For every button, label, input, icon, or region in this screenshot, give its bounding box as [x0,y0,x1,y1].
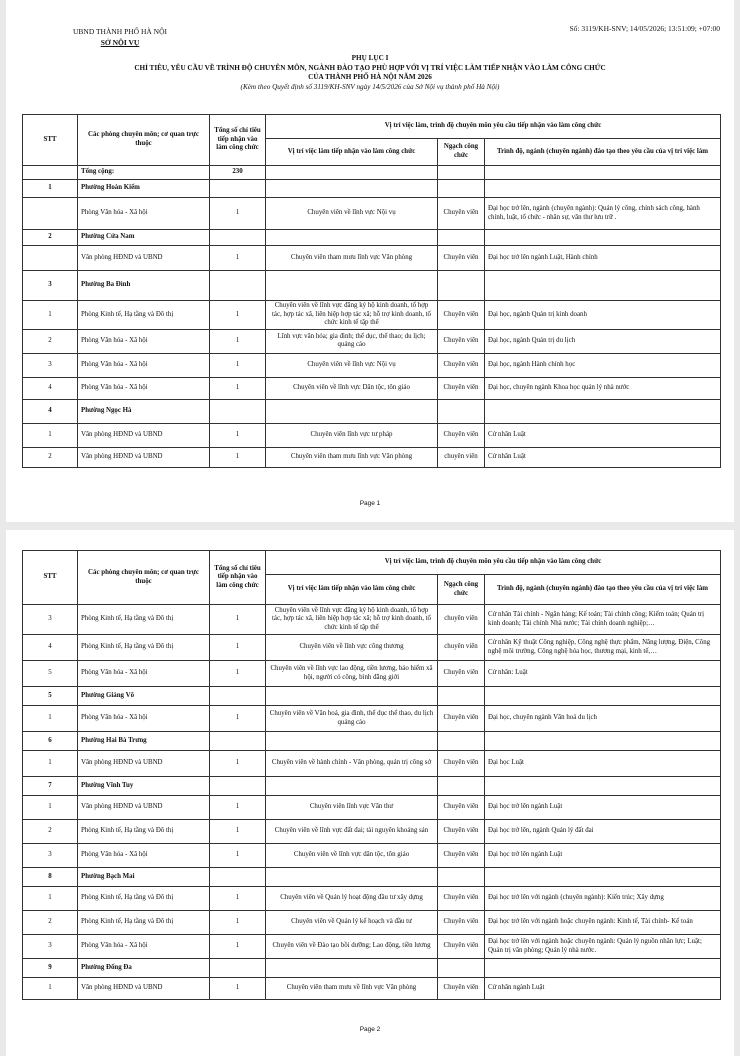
empty-cell [438,959,485,978]
department-cell: Phòng Văn hóa - Xã hội [78,198,210,230]
table-row [23,935,721,959]
department-cell: Phòng Kinh tế, Hạ tầng và Đô thị [78,635,210,661]
ward-number: 1 [23,180,78,198]
rank-cell: Chuyên viên [438,301,485,330]
document-reference: Số: 3119/KH-SNV; 14/05/2026; 13:51:09; +07:00 [569,24,720,33]
header-position: Vị trí việc làm tiếp nhận vào làm công chức [266,139,438,166]
header-position: Vị trí việc làm tiếp nhận vào làm công chức [266,575,438,605]
empty-cell [485,777,721,796]
row-number [23,198,78,230]
rank-cell: chuyên viên [438,605,485,635]
row-number: 2 [23,447,78,467]
appendix-title: PHỤ LỤC I [351,54,389,62]
rank-cell: Chuyên viên [438,935,485,959]
qualification-cell: Đại học trở lên với ngành (chuyên ngành): Kiến trúc; Xây dựng [485,887,721,911]
empty-cell [485,732,721,751]
department-cell: Phòng Kinh tế, Hạ tầng và Đô thị [78,605,210,635]
header-rank: Ngạch công chức [438,575,485,605]
empty-cell [438,399,485,423]
row-number: 1 [23,796,78,820]
quota-cell: 1 [210,377,266,399]
ward-row [23,230,721,246]
table-row [23,198,721,230]
row-number: 1 [23,706,78,732]
row-number: 1 [23,423,78,447]
rank-cell: Chuyên viên [438,377,485,399]
quota-cell: 1 [210,661,266,687]
qualification-cell: Đại học trở lên, ngành (chuyên ngành): Quản lý công, chính sách công, hành chính, luật, tổ chức - nhân sự, văn thư lưu trữ . [485,198,721,230]
department-cell: Văn phòng HĐND và UBND [78,796,210,820]
quota-cell: 1 [210,423,266,447]
total-label: Tổng cộng: [78,166,210,180]
org-department: SỞ NỘI VỤ [100,38,140,47]
total-row [23,166,721,180]
empty-cell [210,271,266,301]
row-number: 4 [23,377,78,399]
empty-cell [438,868,485,887]
quota-cell: 1 [210,447,266,467]
quota-cell: 1 [210,796,266,820]
ward-number: 4 [23,399,78,423]
ward-number: 2 [23,230,78,246]
ward-row [23,180,721,198]
department-cell: Phòng Văn hóa - Xã hội [78,661,210,687]
row-number: 4 [23,635,78,661]
empty-cell [266,230,438,246]
table-row [23,301,721,330]
header-rank: Ngạch công chức [438,139,485,166]
empty-cell [485,180,721,198]
document-page-2 [6,530,734,1056]
ward-row [23,399,721,423]
qualification-cell: Cử nhân ngành Luật [485,978,721,1000]
ward-name: Phường Vĩnh Tuy [78,777,210,796]
department-cell: Văn phòng HĐND và UBND [78,447,210,467]
qualification-cell: Đại học trở lên ngành Luật [485,796,721,820]
table-row [23,447,721,467]
row-number: 5 [23,661,78,687]
position-cell: Chuyên viên về Đào tạo bồi dưỡng; Lao động, tiền lương [266,935,438,959]
recruitment-table-page-1 [22,114,721,468]
quota-cell: 1 [210,605,266,635]
quota-cell: 1 [210,844,266,868]
header-stt: STT [23,115,78,166]
department-cell: Phòng Kinh tế, Hạ tầng và Đô thị [78,911,210,935]
page-number: Page 1 [359,500,381,507]
rank-cell: Chuyên viên [438,796,485,820]
table-row [23,844,721,868]
position-cell: Chuyên viên về lĩnh vực Nội vụ [266,198,438,230]
ward-name: Phường Hoàn Kiếm [78,180,210,198]
rank-cell: Chuyên viên [438,706,485,732]
position-cell: Chuyên viên về Văn hoá, gia đình, thể dục thể thao, du lịch quảng cáo [266,706,438,732]
quota-cell: 1 [210,935,266,959]
qualification-cell: Đại học Luật [485,751,721,777]
ward-row [23,777,721,796]
position-cell: Chuyên viên về lĩnh vực đất đai; tài nguyên khoáng sản [266,820,438,844]
position-cell: Chuyên viên lĩnh vực tư pháp [266,423,438,447]
ward-row [23,687,721,706]
table-row [23,978,721,1000]
page-number: Page 2 [359,1026,381,1033]
position-cell: Lĩnh vực văn hóa; gia đình; thể dục, thể thao; du lịch; quảng cáo [266,329,438,353]
quota-cell: 1 [210,635,266,661]
issuing-org [60,26,180,48]
table-row [23,751,721,777]
department-cell: Phòng Văn hóa - Xã hội [78,844,210,868]
header-group: Vị trí việc làm, trình độ chuyên môn yêu cầu tiếp nhận vào làm công chức [266,551,721,575]
department-cell: Phòng Kinh tế, Hạ tầng và Đô thị [78,820,210,844]
ward-row [23,732,721,751]
empty-cell [485,868,721,887]
document-page-1 [6,0,734,522]
department-cell: Phòng Văn hóa - Xã hội [78,353,210,377]
rank-cell: Chuyên viên [438,978,485,1000]
empty-cell [210,732,266,751]
qualification-cell: Đại học, ngành Quản trị kinh doanh [485,301,721,330]
department-cell: Phòng Kinh tế, Hạ tầng và Đô thị [78,301,210,330]
qualification-cell: Đại học, chuyên ngành Khoa học quản lý nhà nước [485,377,721,399]
qualification-cell: Đại học, ngành Quản trị du lịch [485,329,721,353]
empty-cell [266,180,438,198]
table-row [23,661,721,687]
table-row [23,377,721,399]
position-cell: Chuyên viên về lĩnh vực đăng ký hộ kinh doanh, tổ hợp tác, hợp tác xã, liên hiệp hợp tác xã; hỗ trợ kinh doanh, tổ chức kinh tế tập thể [266,301,438,330]
qualification-cell: Cử nhân Tài chính - Ngân hàng; Kế toán; Tài chính công; Kiểm toán; Quản trị kinh doanh; Tài chính Nhà nước; Tài chính doanh nghiệp;… [485,605,721,635]
title-note: (Kèm theo Quyết định số 3119/KH-SNV ngày 14/5/2026 của Sở Nội vụ thành phố Hà Nội) [240,82,500,91]
header-stt: STT [23,551,78,605]
empty-cell [438,230,485,246]
department-cell: Văn phòng HĐND và UBND [78,978,210,1000]
position-cell: Chuyên viên tham mưu về lĩnh vực Văn phòng [266,978,438,1000]
empty-cell [438,180,485,198]
empty-cell [266,732,438,751]
ward-number: 7 [23,777,78,796]
position-cell: Chuyên viên về lĩnh vực dân tộc, tôn giáo [266,844,438,868]
empty-cell [210,868,266,887]
department-cell: Phòng Kinh tế, Hạ tầng và Đô thị [78,887,210,911]
ward-name: Phường Đống Đa [78,959,210,978]
table-row [23,635,721,661]
rank-cell: chuyên viên [438,447,485,467]
table-row [23,796,721,820]
table-row [23,353,721,377]
empty-cell [210,180,266,198]
row-number: 3 [23,935,78,959]
empty-cell [438,271,485,301]
document-title-block [6,54,734,92]
ward-row [23,959,721,978]
rank-cell: Chuyên viên [438,198,485,230]
empty-cell [266,959,438,978]
quota-cell: 1 [210,887,266,911]
department-cell: Phòng Văn hóa - Xã hội [78,706,210,732]
header-total: Tổng số chỉ tiêu tiếp nhận vào làm công chức [210,115,266,166]
header-total: Tổng số chỉ tiêu tiếp nhận vào làm công chức [210,551,266,605]
position-cell: Chuyên viên tham mưu lĩnh vực Văn phòng [266,246,438,271]
position-cell: Chuyên viên về lĩnh vực Dân tộc, tôn giáo [266,377,438,399]
main-title: CHỈ TIÊU, YÊU CẦU VỀ TRÌNH ĐỘ CHUYÊN MÔN, NGÀNH ĐÀO TẠO PHÙ HỢP VỚI VỊ TRÍ VIỆC LÀM TIẾP NHẬN VÀO LÀM CÔNG CHỨC [134,63,606,72]
ward-row [23,868,721,887]
ward-name: Phường Hai Bà Trưng [78,732,210,751]
qualification-cell: Đại học trở lên với ngành hoặc chuyên ngành: Kinh tế, Tài chính- Kế toán [485,911,721,935]
quota-cell: 1 [210,246,266,271]
position-cell: Chuyên viên về hành chính - Văn phòng, quản trị công sở [266,751,438,777]
empty-cell [266,777,438,796]
department-cell: Phòng Văn hóa - Xã hội [78,329,210,353]
position-cell: Chuyên viên về lĩnh vực lao động, tiền lương, bảo hiểm xã hội, người có công, bình đẳng giới [266,661,438,687]
position-cell: Chuyên viên về lĩnh vực đăng ký hộ kinh doanh, tổ hợp tác, hợp tác xã, liên hiệp hợp tác xã; hỗ trợ kinh doanh, tổ chức kinh tế tập thể [266,605,438,635]
ward-number: 5 [23,687,78,706]
row-number: 2 [23,911,78,935]
position-cell: Chuyên viên về Quản lý hoạt động đầu tư xây dựng [266,887,438,911]
ward-row [23,271,721,301]
main-title-line2: CỦA THÀNH PHỐ HÀ NỘI NĂM 2026 [308,73,432,82]
quota-cell: 1 [210,911,266,935]
rank-cell: Chuyên viên [438,911,485,935]
qualification-cell: Đại học, chuyên ngành Văn hoá du lịch [485,706,721,732]
qualification-cell: Đại học trở lên với ngành hoặc chuyên ngành: Quản lý nguồn nhân lực; Luật; Quản trị văn phòng; Quản lý nhà nước. [485,935,721,959]
empty-cell [210,777,266,796]
header-qualification: Trình độ, ngành (chuyên ngành) đào tạo theo yêu cầu của vị trí việc làm [485,575,721,605]
empty-cell [210,687,266,706]
rank-cell: Chuyên viên [438,661,485,687]
position-cell: Chuyên viên về Quản lý kế hoạch và đầu tư [266,911,438,935]
empty-cell [485,399,721,423]
position-cell: Chuyên viên về lĩnh vực Nội vụ [266,353,438,377]
ward-number: 6 [23,732,78,751]
department-cell: Văn phòng HĐND và UBND [78,246,210,271]
department-cell: Phòng Văn hóa - Xã hội [78,377,210,399]
ward-number: 8 [23,868,78,887]
rank-cell: Chuyên viên [438,246,485,271]
ward-number: 3 [23,271,78,301]
quota-cell: 1 [210,820,266,844]
row-number [23,246,78,271]
position-cell: Chuyên viên tham mưu lĩnh vực Văn phòng [266,447,438,467]
ward-name: Phường Giảng Võ [78,687,210,706]
table-row [23,820,721,844]
quota-cell: 1 [210,301,266,330]
rank-cell: Chuyên viên [438,844,485,868]
row-number: 1 [23,301,78,330]
qualification-cell: Cử nhân Luật [485,423,721,447]
department-cell: Văn phòng HĐND và UBND [78,423,210,447]
empty-cell [485,230,721,246]
empty-cell [485,271,721,301]
table-row [23,887,721,911]
row-number: 3 [23,353,78,377]
table-row [23,423,721,447]
header-dept: Các phòng chuyên môn; cơ quan trực thuộc [78,551,210,605]
rank-cell: Chuyên viên [438,887,485,911]
row-number: 3 [23,605,78,635]
row-number: 2 [23,820,78,844]
qualification-cell: Đại học trở lên, ngành Quản lý đất đai [485,820,721,844]
table-row [23,911,721,935]
quota-cell: 1 [210,978,266,1000]
department-cell: Phòng Văn hóa - Xã hội [78,935,210,959]
empty-cell [438,777,485,796]
empty-cell [210,230,266,246]
empty-cell [266,868,438,887]
org-name: UBND THÀNH PHỐ HÀ NỘI [72,27,168,36]
quota-cell: 1 [210,706,266,732]
empty-cell [210,399,266,423]
ward-name: Phường Bạch Mai [78,868,210,887]
empty-cell [266,271,438,301]
ward-number: 9 [23,959,78,978]
empty-cell [438,687,485,706]
table-row [23,246,721,271]
table-row [23,329,721,353]
quota-cell: 1 [210,751,266,777]
empty-cell [210,959,266,978]
header-dept: Các phòng chuyên môn; cơ quan trực thuộc [78,115,210,166]
header-qualification: Trình độ, ngành (chuyên ngành) đào tạo theo yêu cầu của vị trí việc làm [485,139,721,166]
row-number: 2 [23,329,78,353]
total-value: 230 [210,166,266,180]
qualification-cell: Cử nhân: Luật [485,661,721,687]
qualification-cell: Đại học trở lên ngành Luật, Hành chính [485,246,721,271]
quota-cell: 1 [210,353,266,377]
quota-cell: 1 [210,198,266,230]
empty-cell [438,732,485,751]
table-row [23,605,721,635]
position-cell: Chuyên viên lĩnh vực Văn thư [266,796,438,820]
row-number: 3 [23,844,78,868]
table-row [23,706,721,732]
position-cell: Chuyên viên về lĩnh vực công thương [266,635,438,661]
ward-name: Phường Cửa Nam [78,230,210,246]
qualification-cell: Cử nhân Luật [485,447,721,467]
rank-cell: Chuyên viên [438,820,485,844]
rank-cell: chuyên viên [438,635,485,661]
row-number: 1 [23,887,78,911]
row-number: 1 [23,978,78,1000]
empty-cell [266,399,438,423]
rank-cell: Chuyên viên [438,353,485,377]
rank-cell: Chuyên viên [438,751,485,777]
empty-cell [485,687,721,706]
rank-cell: Chuyên viên [438,329,485,353]
recruitment-table-page-2 [22,550,721,1000]
qualification-cell: Cử nhân Kỹ thuật Công nghiệp, Công nghệ thực phẩm, Năng lượng, Điện, Công nghệ môi trường, Công nghệ hóa học, thương mại, kinh tế,… [485,635,721,661]
quota-cell: 1 [210,329,266,353]
empty-cell [266,687,438,706]
rank-cell: Chuyên viên [438,423,485,447]
empty-cell [485,959,721,978]
department-cell: Văn phòng HĐND và UBND [78,751,210,777]
qualification-cell: Đại học trở lên ngành Luật [485,844,721,868]
ward-name: Phường Ngọc Hà [78,399,210,423]
ward-name: Phường Ba Đình [78,271,210,301]
header-group: Vị trí việc làm, trình độ chuyên môn yêu cầu tiếp nhận vào làm công chức [266,115,721,139]
qualification-cell: Đại học, ngành Hành chính học [485,353,721,377]
row-number: 1 [23,751,78,777]
